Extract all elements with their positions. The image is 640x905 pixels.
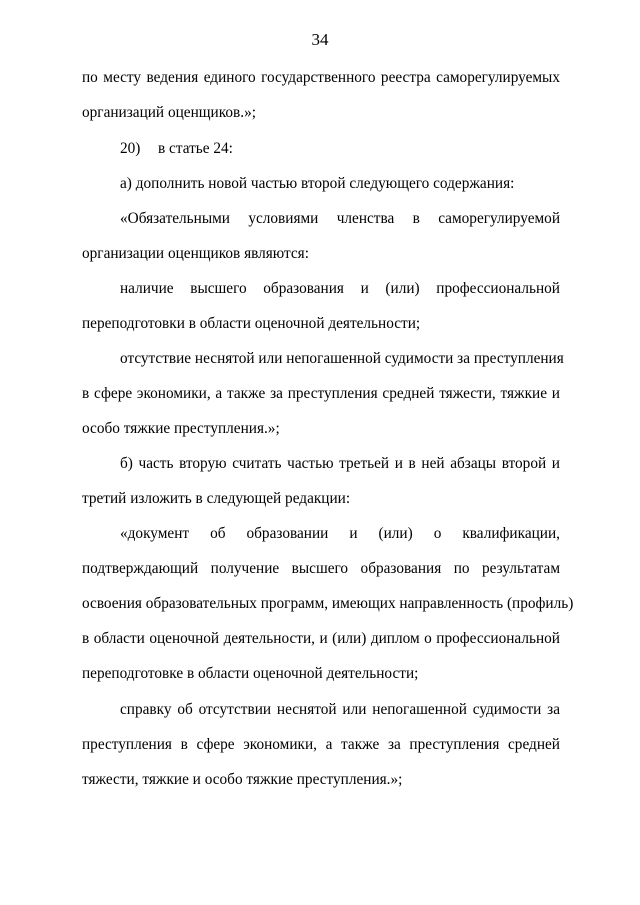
text-line: в области оценочной деятельности, и (или) диплом о профессиональной: [82, 630, 560, 647]
text-line: тяжести, тяжкие и особо тяжкие преступления.»;: [82, 771, 403, 788]
text-line: организации оценщиков являются:: [82, 245, 309, 262]
text-line: в сфере экономики, а также за преступления средней тяжести, тяжкие и: [82, 385, 560, 402]
text-line: «документ об образовании и (или) о квалификации,: [120, 525, 560, 542]
page-number: 34: [311, 30, 329, 49]
text-line: особо тяжкие преступления.»;: [82, 420, 280, 437]
text-line: переподготовки в области оценочной деятельности;: [82, 315, 421, 332]
text-line: подтверждающий получение высшего образования по результатам: [82, 560, 560, 577]
text-line: а) дополнить новой частью второй следующего содержания:: [120, 175, 515, 192]
text-line: освоения образовательных программ, имеющих направленность (профиль): [82, 595, 574, 612]
text-line: отсутствие неснятой или непогашенной судимости за преступления: [120, 350, 564, 367]
text-line: третий изложить в следующей редакции:: [82, 490, 351, 507]
text-line: организаций оценщиков.»;: [82, 104, 256, 121]
text-line: преступления в сфере экономики, а также за преступления средней: [82, 736, 560, 753]
text-line: переподготовке в области оценочной деятельности;: [82, 665, 419, 682]
text-line: «Обязательными условиями членства в саморегулируемой: [120, 210, 560, 227]
text-line: справку об отсутствии неснятой или непогашенной судимости за: [120, 701, 560, 718]
text-line: по месту ведения единого государственного реестра саморегулируемых: [82, 69, 560, 86]
text-line: наличие высшего образования и (или) профессиональной: [120, 280, 560, 297]
item-number: 20): [120, 140, 141, 157]
item-text: в статье 24:: [158, 140, 233, 157]
text-line: б) часть вторую считать частью третьей и в ней абзацы второй и: [120, 455, 560, 472]
